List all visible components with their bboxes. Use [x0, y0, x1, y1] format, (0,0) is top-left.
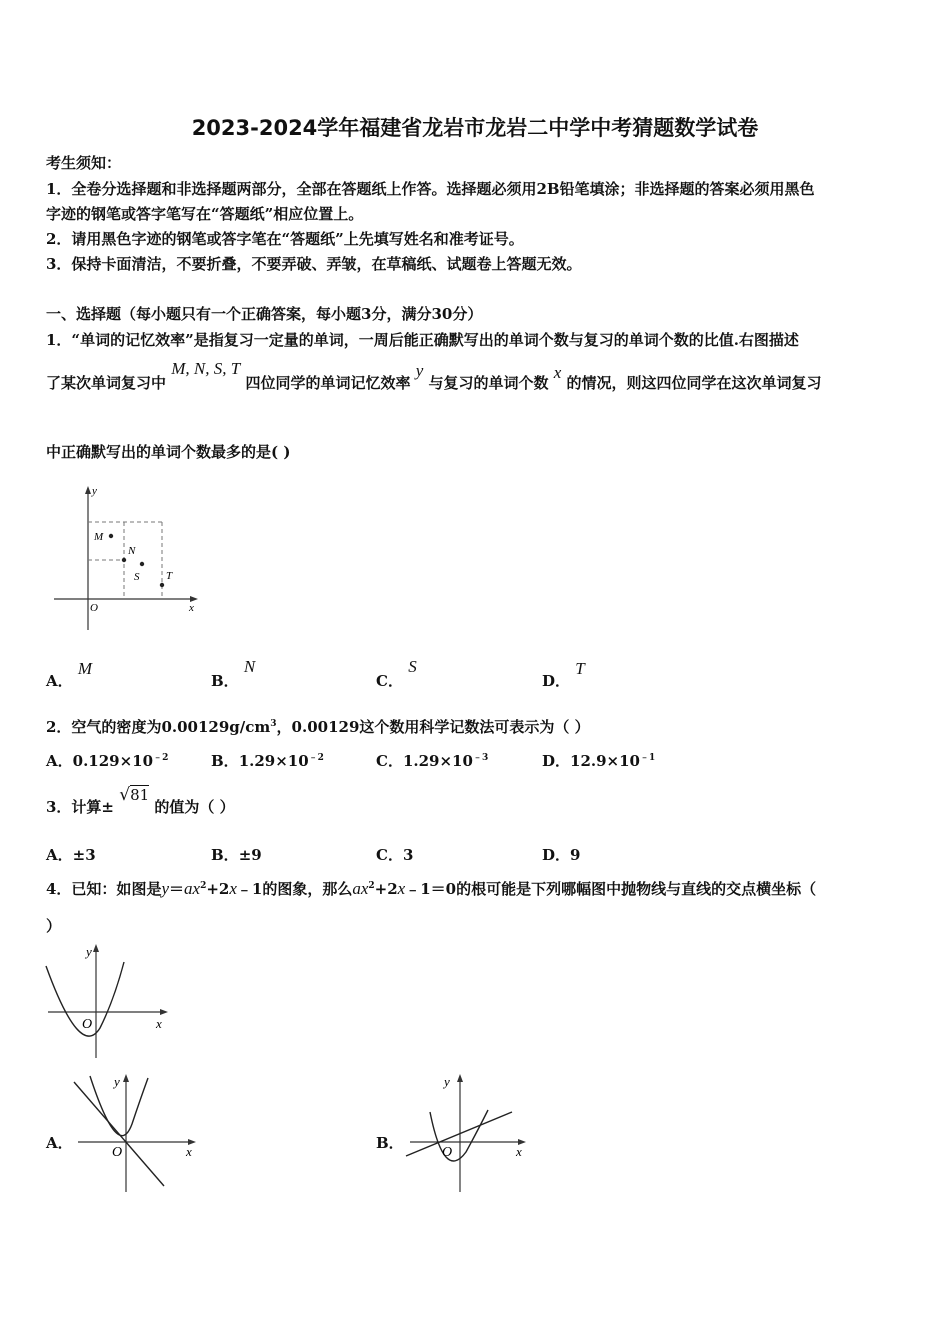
axis-label-y: y	[92, 485, 97, 497]
q1-stem-line2	[46, 359, 822, 393]
notice-item: 3．保持卡面清洁，不要折叠，不要弄破、弄皱，在草稿纸、试题卷上答题无效。	[46, 255, 582, 273]
point-m	[109, 534, 113, 538]
line	[406, 1112, 512, 1156]
axis-label-x: x	[189, 602, 194, 614]
q1-graph	[48, 480, 208, 640]
q4-option-b-label[interactable]: B．	[376, 1134, 404, 1152]
q1-stem-line3: 中正确默写出的单词个数最多的是( )	[46, 443, 291, 461]
point-n	[122, 558, 126, 562]
y-axis-arrow	[123, 1074, 129, 1082]
q4-option-a-graph[interactable]	[66, 1070, 206, 1195]
q2-option-b[interactable]: B．$1.29\times 10^{﹣2}$	[211, 752, 324, 770]
point-s	[140, 562, 144, 566]
q2-option-c[interactable]: C．$1.29\times 10^{﹣3}$	[376, 752, 489, 770]
q4-stem-end: ）	[46, 917, 62, 935]
axis-label-x: x	[516, 1144, 522, 1159]
q3-option-b[interactable]: B．±9	[211, 846, 262, 864]
notice-item: 1．全卷分选择题和非选择题两部分，全部在答题纸上作答。选择题必须用2B铅笔填涂；非选择题的答案必须用黑色	[46, 180, 815, 198]
q1-text: 了某次单词复习中	[46, 374, 167, 392]
q1-option-c[interactable]: C． S	[376, 657, 417, 690]
parabola	[430, 1110, 488, 1161]
origin-label: O	[90, 602, 98, 614]
axis-label-y: y	[114, 1074, 120, 1089]
q1-option-b[interactable]: B． N	[211, 657, 256, 690]
origin-label: O	[112, 1145, 123, 1160]
section-heading: 一、选择题（每小题只有一个正确答案，每小题3分，满分30分）	[46, 305, 483, 323]
point-label-m: M	[94, 531, 104, 543]
sqrt-expression: √81	[119, 785, 150, 805]
q1-text: 四位同学的单词记忆效率	[245, 374, 411, 392]
q1-text: 的情况，则这四位同学在这次单词复习	[566, 374, 822, 392]
notice-item: 字迹的钢笔或答字笔写在“答题纸”相应位置上。	[46, 205, 364, 223]
notice-item: 2．请用黑色字迹的钢笔或答字笔在“答题纸”上先填写姓名和准考证号。	[46, 230, 524, 248]
radicand: 81	[130, 786, 150, 804]
q1-var-x: x	[553, 363, 562, 382]
point-label-t: T	[166, 570, 173, 582]
page-title: 2023-2024学年福建省龙岩市龙岩二中学中考猜题数学试卷	[191, 116, 759, 140]
origin-label: O	[82, 1017, 93, 1032]
y-axis-arrow	[457, 1074, 463, 1082]
q3-option-d[interactable]: D．9	[542, 846, 581, 864]
q1-var-y: y	[415, 361, 424, 380]
q2-option-d[interactable]: D．$12.9\times 10^{﹣1}$	[542, 752, 656, 770]
point-label-n: N	[128, 545, 136, 557]
q3-option-c[interactable]: C．3	[376, 846, 414, 864]
y-axis-arrow	[93, 944, 99, 952]
y-axis-arrow	[85, 486, 91, 494]
q1-stem-line1: 1．“单词的记忆效率”是指复习一定量的单词，一周后能正确默写出的单词个数与复习的单词个数的比值.右图描述	[46, 331, 799, 349]
notice-heading: 考生须知：	[46, 154, 122, 172]
q1-option-a[interactable]: A． M	[46, 659, 93, 690]
q2-option-a[interactable]: A．$0.129\times 10^{﹣2}$	[46, 752, 169, 770]
axis-label-x: x	[186, 1144, 192, 1159]
q3-option-a[interactable]: A．±3	[46, 846, 96, 864]
point-label-s: S	[134, 571, 140, 583]
q4-stem: 4．已知：如图是$y=ax^2+2x﹣1$的图象，那么$ax^2+2x﹣1=0$的根可能是下列哪幅图中抛物线与直线的交点横坐标（	[46, 879, 817, 898]
q3-stem: 3．计算± √81 的值为（ ）	[46, 785, 235, 816]
point-t	[160, 583, 164, 587]
axis-label-y: y	[86, 944, 92, 959]
x-axis-arrow	[160, 1009, 168, 1015]
q2-stem: 2．空气的密度为$0.00129g/cm^3$，0.00129这个数用科学记数法可表示为（ ）	[46, 718, 590, 736]
q4-graph	[40, 940, 180, 1065]
axis-label-x: x	[156, 1016, 162, 1031]
q1-vars: M, N, S, T	[171, 359, 241, 378]
q1-option-d[interactable]: D． T	[542, 659, 585, 690]
q1-text: 与复习的单词个数	[428, 374, 549, 392]
axis-label-y: y	[444, 1074, 450, 1089]
q4-option-a-label[interactable]: A．	[46, 1134, 73, 1152]
origin-label: O	[442, 1145, 453, 1160]
q4-option-b-graph[interactable]	[400, 1070, 535, 1195]
line	[74, 1082, 164, 1186]
